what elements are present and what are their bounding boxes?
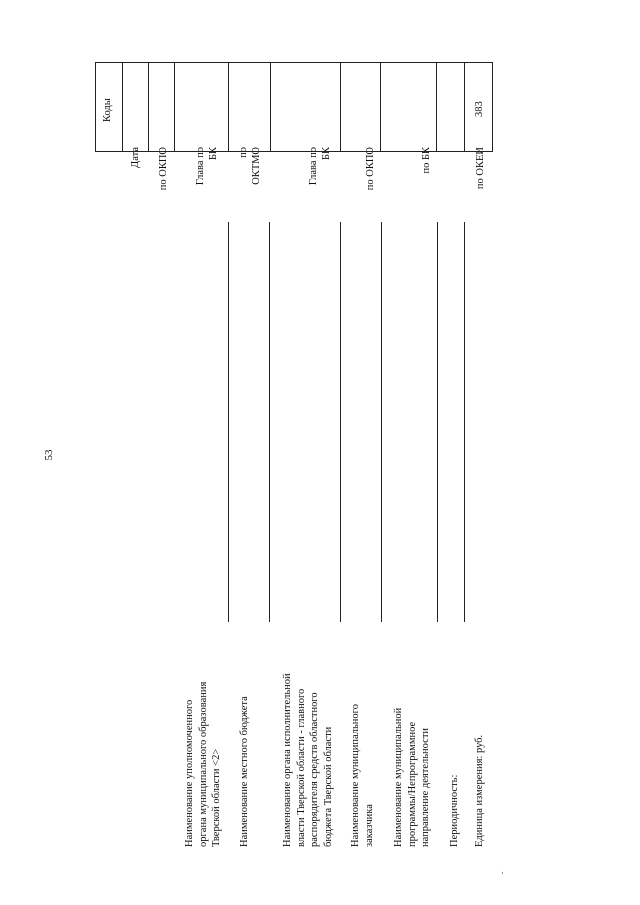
fill-line-local-budget: [269, 222, 270, 622]
codes-table-divider: [270, 63, 271, 151]
label-line: Наименование уполномоченного: [184, 699, 195, 847]
fill-line-municipal-customer: [381, 222, 382, 622]
label-municipal-program: [392, 708, 433, 847]
code-label-line: БК: [321, 147, 332, 161]
codes-table: [95, 62, 493, 152]
code-label-line: Дата: [130, 147, 141, 168]
code-label-bk: [420, 147, 433, 207]
label-municipal-customer: [349, 704, 376, 847]
fill-line-executive-body: [340, 222, 341, 622]
codes-table-divider: [436, 63, 437, 151]
codes-table-divider: [464, 63, 465, 151]
code-label-okpo: [157, 147, 170, 207]
fill-line-authorized-body: [228, 222, 229, 622]
code-label-line: ОКТМО: [251, 147, 262, 185]
code-label-okpo-2: [364, 147, 377, 207]
label-line: Тверской области <2>: [211, 748, 223, 847]
label-line: власти Тверской области - главного: [295, 688, 307, 847]
code-label-glava-bk-1: [194, 147, 220, 207]
stray-mark: -: [496, 871, 507, 875]
label-line: программы/Непрограммное: [406, 721, 418, 847]
label-line: Периодичность:: [449, 774, 460, 847]
label-unit: [473, 735, 487, 847]
fill-line-periodicity: [464, 222, 465, 622]
codes-table-divider: [148, 63, 149, 151]
label-line: заказчика: [363, 804, 375, 847]
codes-table-divider: [228, 63, 229, 151]
code-label-line: по ОКЕИ: [475, 147, 486, 190]
code-label-line: по ОКПО: [158, 147, 169, 191]
codes-table-divider: [122, 63, 123, 151]
label-line: органа муниципального образования: [197, 681, 209, 847]
code-label-glava-bk-2: [307, 147, 333, 207]
code-label-line: по БК: [421, 147, 432, 174]
codes-table-divider: [174, 63, 175, 151]
label-line: бюджета Тверской области: [322, 726, 334, 847]
code-label-oktmo: [237, 147, 263, 207]
label-line: Наименование муниципального: [350, 704, 361, 847]
label-line: Наименование муниципальной: [393, 707, 404, 847]
code-label-line: по ОКПО: [365, 147, 376, 191]
label-local-budget: [238, 696, 252, 847]
label-line: Единица измерения: руб.: [474, 734, 485, 847]
label-executive-body: [281, 673, 335, 847]
okei-code-value: 383: [474, 101, 485, 117]
code-label-line: Глава по: [195, 147, 206, 186]
codes-table-divider: [380, 63, 381, 151]
label-line: направление деятельности: [420, 727, 432, 847]
code-label-date: [129, 147, 142, 207]
label-line: распорядителя средств областного: [309, 692, 321, 847]
code-label-okei: [474, 147, 487, 207]
page-number: 53: [43, 449, 55, 461]
label-authorized-body: [183, 682, 224, 847]
code-label-line: Глава по: [308, 147, 319, 186]
codes-table-header: Коды: [102, 98, 113, 122]
code-label-line: БК: [208, 147, 219, 161]
code-label-line: по: [238, 147, 249, 158]
fill-line-municipal-program: [437, 222, 438, 622]
label-periodicity: [448, 775, 462, 847]
label-line: Наименование местного бюджета: [239, 696, 250, 847]
label-line: Наименование органа исполнительной: [282, 673, 293, 847]
codes-table-divider: [340, 63, 341, 151]
